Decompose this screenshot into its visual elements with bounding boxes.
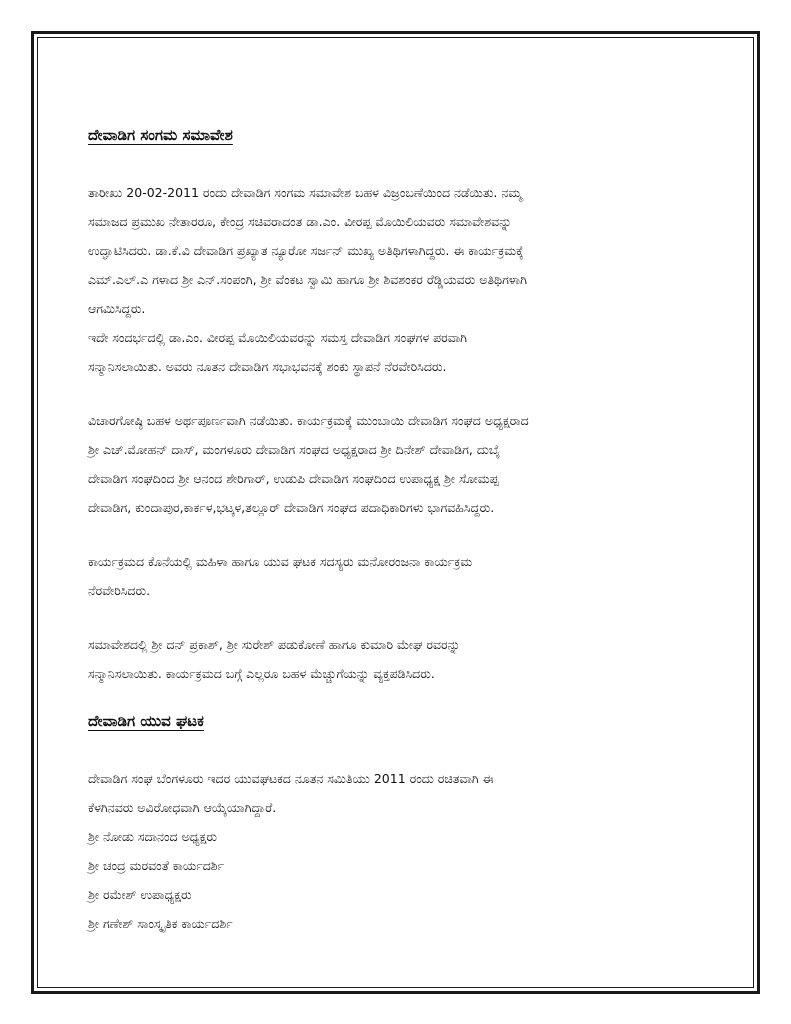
committee-member-line: ಶ್ರೀ ಗಣೇಶ್ ಸಾಂಸ್ಕೃತಿಕ ಕಾರ್ಯದರ್ಶಿ	[88, 916, 233, 931]
paragraph-felicitation	[88, 630, 688, 688]
text-line: ತಾರೀಖು 20-02-2011 ರಂದು ದೇವಾಡಿಗ ಸಂಗಮ ಸಮಾವೇಶ ಬಹಳ ವಿಜ್ರಂಬಣೆಯಿಂದ ನಡೆಯಿತು. ನಮ್ಮ	[88, 185, 522, 200]
text-line: ಎಮ್.ಎಲ್.ಎ ಗಳಾದ ಶ್ರೀ ಎನ್.ಸಂಪಂಗಿ, ಶ್ರೀ ವೆಂಕಟ ಸ್ವಾಮಿ ಹಾಗೂ ಶ್ರೀ ಶಿವಶಂಕರ ರೆಡ್ಡಿಯವರು ಅತಿಥಿಗಳಾಗಿ	[88, 272, 527, 287]
paragraph-seminar	[88, 406, 688, 522]
text-line: ದೇವಾಡಿಗ ಸಂಘದಿಂದ ಶ್ರೀ ಆನಂದ ಶೇರಿಗಾರ್, ಉಡುಪಿ ದೇವಾಡಿಗ ಸಂಘದಿಂದ ಉಪಾಧ್ಯಕ್ಷ ಶ್ರೀ ಸೋಮಪ್ಪ	[88, 471, 499, 486]
paragraph-youth-committee	[88, 764, 688, 938]
section-title-yuva-ghataka: ದೇವಾಡಿಗ ಯುವ ಘಟಕ	[88, 712, 204, 730]
text-line: ದೇವಾಡಿಗ ಸಂಘ ಬೆಂಗಳೂರು ಇದರ ಯುವಘಟಕದ ನೂತನ ಸಮಿತಿಯು 2011 ರಂದು ರಚಿತವಾಗಿ ಈ	[88, 771, 494, 786]
text-line: ಕಾರ್ಯಕ್ರಮದ ಕೊನೆಯಲ್ಲಿ ಮಹಿಳಾ ಹಾಗೂ ಯುವ ಘಟಕ ಸದಸ್ಯರು ಮನೋರಂಜನಾ ಕಾರ್ಯಕ್ರಮ	[88, 554, 473, 569]
committee-member-line: ಶ್ರೀ ನೋಡು ಸದಾನಂದ ಅಧ್ಯಕ್ಷರು	[88, 829, 217, 844]
text-line: ನೆರವೇರಿಸಿದರು.	[88, 583, 151, 598]
text-line: ಸನ್ಮಾನಿಸಲಾಯಿತು. ಅವರು ನೂತನ ದೇವಾಡಿಗ ಸಭಾಭವನಕ್ಕೆ ಶಂಕು ಸ್ಥಾಪನೆ ನೆರವೇರಿಸಿದರು.	[88, 359, 447, 374]
text-line: ಶ್ರೀ ಎಚ್.ಮೋಹನ್ ದಾಸ್, ಮಂಗಳೂರು ದೇವಾಡಿಗ ಸಂಘದ ಅಧ್ಯಕ್ಷರಾದ ಶ್ರೀ ದಿನೇಶ್ ದೇವಾಡಿಗ, ದುಬೈ	[88, 442, 501, 457]
text-line: ಕೆಳಗಿನವರು ಅವಿರೋಧವಾಗಿ ಆಯ್ಕೆಯಾಗಿದ್ದಾರೆ.	[88, 800, 277, 815]
text-line: ಆಗಮಿಸಿದ್ದರು.	[88, 301, 146, 316]
committee-member-line: ಶ್ರೀ ಚಂದ್ರ ಮರವಂತೆ ಕಾರ್ಯದರ್ಶಿ	[88, 858, 225, 873]
text-line: ಸನ್ಮಾನಿಸಲಾಯಿತು. ಕಾರ್ಯಕ್ರಮದ ಬಗ್ಗೆ ಎಲ್ಲರೂ ಬಹಳ ಮೆಚ್ಚುಗೆಯನ್ನು ವ್ಯಕ್ತಪಡಿಸಿದರು.	[88, 666, 435, 681]
text-line: ಇದೇ ಸಂದರ್ಭದಲ್ಲಿ ಡಾ.ಎಂ. ವೀರಪ್ಪ ಮೊಯಿಲಿಯವರನ್ನು ಸಮಸ್ತ ದೇವಾಡಿಗ ಸಂಘಗಳ ಪರವಾಗಿ	[88, 330, 468, 345]
text-line: ಸಮಾವೇಶದಲ್ಲಿ ಶ್ರೀ ದನ್ ಪ್ರಕಾಶ್, ಶ್ರೀ ಸುರೇಶ್ ಪಡುಕೋಣೆ ಹಾಗೂ ಕುಮಾರಿ ಮೇಘ ರವರನ್ನು	[88, 637, 461, 652]
document-body	[88, 122, 688, 938]
section-title-sangama-samavesha: ದೇವಾಡಿಗ ಸಂಗಮ ಸಮಾವೇಶ	[88, 126, 233, 144]
text-line: ಉದ್ಘಾಟಿಸಿದರು. ಡಾ.ಕೆ.ವಿ ದೇವಾಡಿಗ ಪ್ರಖ್ಯಾತ ನ್ಯೂರೋ ಸರ್ಜನ್ ಮುಖ್ಯ ಅತಿಥಿಗಳಾಗಿದ್ದರು. ಈ ಕಾರ್ಯಕ್ರಮಕ್ಕೆ	[88, 243, 524, 258]
text-line: ದೇವಾಡಿಗ, ಕುಂದಾಪುರ,ಕಾರ್ಕಳ,ಭಟ್ಕಳ,ತಲ್ಲೂರ್ ದೇವಾಡಿಗ ಸಂಘದ ಪದಾಧಿಕಾರಿಗಳು ಭಾಗವಹಿಸಿದ್ದರು.	[88, 500, 495, 515]
committee-member-line: ಶ್ರೀ ರಮೇಶ್ ಉಪಾಧ್ಯಕ್ಷರು	[88, 887, 192, 902]
text-line: ವಿಚಾರಗೋಷ್ಠಿ ಬಹಳ ಅರ್ಥಪೂರ್ಣವಾಗಿ ನಡೆಯಿತು. ಕಾರ್ಯಕ್ರಮಕ್ಕೆ ಮುಂಬಾಯಿ ದೇವಾಡಿಗ ಸಂಘದ ಅಧ್ಯಕ್ಷರಾದ	[88, 413, 529, 428]
paragraph-event-intro	[88, 178, 688, 381]
paragraph-entertainment	[88, 547, 688, 605]
text-line: ಸಮಾಜದ ಪ್ರಮುಖ ನೇತಾರರೂ, ಕೇಂದ್ರ ಸಚಿವರಾದಂತ ಡಾ.ಎಂ. ವೀರಪ್ಪ ಮೊಯಿಲಿಯವರು ಸಮಾವೇಶವನ್ನು	[88, 214, 512, 229]
